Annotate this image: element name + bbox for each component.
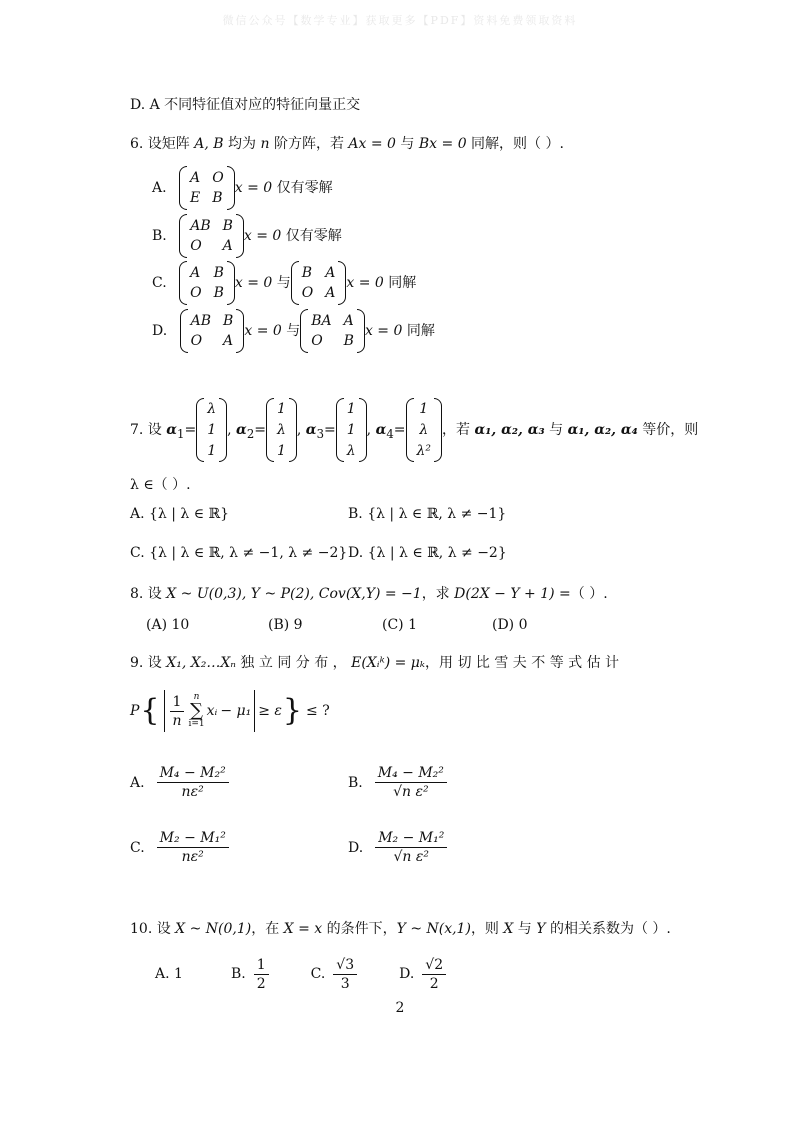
q7-stem: 7. 设 $\alpha_1=$ λ 1 1 , $\alpha_2=$ 1 λ 1 , $\alpha_3=$ 1 1 λ , $\alpha_4=$ 1 λ λ² ，若 α₁, α₂, α₃ 与 α₁, α₂, α₄ 等价，则	[130, 398, 698, 462]
q5-option-d: D. A 不同特征值对应的特征向量正交	[130, 97, 361, 113]
matrix: AB B O A	[180, 309, 245, 353]
q8-option-c: (C) 1	[382, 617, 417, 633]
page-number: 2	[395, 1000, 405, 1016]
matrix: A B O B	[179, 261, 235, 305]
brace-left: {	[140, 693, 160, 728]
q9-formula: P { $\frac{1}{n}$ n ∑ i=1 xᵢ − μ₁ ≥ ε } ≤ ?	[130, 690, 330, 732]
q6-stem: 6. 设矩阵 A, B 均为 n 阶方阵，若 Ax = 0 与 Bx = 0 同解，则（ ）.	[130, 136, 564, 152]
brace-right: }	[282, 693, 303, 728]
vector: 1 λ λ²	[406, 398, 443, 462]
q7-option-d: D. {λ | λ ∈ ℝ, λ ≠ −2}	[348, 545, 507, 561]
q8-option-a: (A) 10	[146, 617, 190, 633]
watermark: 微信公众号【数学专业】获取更多【PDF】资料免费领取资料	[222, 14, 578, 27]
q7-option-a: A. {λ | λ ∈ ℝ}	[130, 506, 230, 522]
q10-option-c: C. $\frac{√3}{3}$	[311, 958, 360, 991]
q9-option-d: D. $\frac{\text{M₂ − M₁²}}{\text{√n ε²}}$	[348, 831, 449, 864]
q6-option-c: C. A B O B x = 0 与 B A O A x = 0 同解	[152, 261, 416, 305]
q8-option-b: (B) 9	[268, 617, 303, 633]
matrix: AB B O A	[179, 214, 244, 258]
q10-option-d: D. $\frac{√2}{2}$	[399, 958, 448, 991]
q7-option-c: C. {λ | λ ∈ ℝ, λ ≠ −1, λ ≠ −2}	[130, 545, 348, 561]
q6-option-a: A. A O E B x = 0 仅有零解	[152, 166, 333, 210]
matrix: A O E B	[179, 166, 235, 210]
q9-option-c: C. $\frac{\text{M₂ − M₁²}}{\text{nε²}}$	[130, 831, 231, 864]
vector: 1 1 λ	[336, 398, 367, 462]
q10-option-b: B. $\frac{1}{2}$	[231, 958, 271, 991]
matrix: B A O A	[291, 261, 347, 305]
q10-stem: 10. 设 X ~ N(0,1)，在 X = x 的条件下，Y ~ N(x,1)，则 X 与 Y 的相关系数为（ ）.	[130, 921, 671, 937]
abs-bar	[164, 690, 165, 732]
matrix: BA A O B	[300, 309, 365, 353]
q10-option-a: A. 1	[155, 966, 183, 982]
q7-line2: λ ∈（ ）.	[130, 477, 191, 493]
q8-stem: 8. 设 X ~ U(0,3), Y ~ P(2), Cov(X,Y) = −1，求 D(2X − Y + 1) =（ ）.	[130, 586, 608, 602]
q6-option-b: B. AB B O A x = 0 仅有零解	[152, 214, 342, 258]
q6-option-d: D. AB B O A x = 0 与 BA A O B x = 0 同解	[152, 309, 435, 353]
vector: 1 λ 1	[266, 398, 297, 462]
abs-bar	[254, 690, 255, 732]
q7-option-b: B. {λ | λ ∈ ℝ, λ ≠ −1}	[348, 506, 507, 522]
q10-options	[155, 952, 448, 996]
q9-option-b: B. $\frac{\text{M₄ − M₂²}}{\text{√n ε²}}$	[348, 766, 449, 799]
q9-stem: 9. 设 X₁, X₂…Xₙ 独 立 同 分 布 ， E(Xᵢᵏ) = μₖ，用 切 比 雪 夫 不 等 式 估 计	[130, 655, 620, 671]
summation: n ∑ i=1	[188, 692, 205, 729]
vector: λ 1 1	[196, 398, 227, 462]
q9-option-a: A. $\frac{\text{M₄ − M₂²}}{\text{nε²}}$	[130, 766, 231, 799]
q8-option-d: (D) 0	[492, 617, 528, 633]
